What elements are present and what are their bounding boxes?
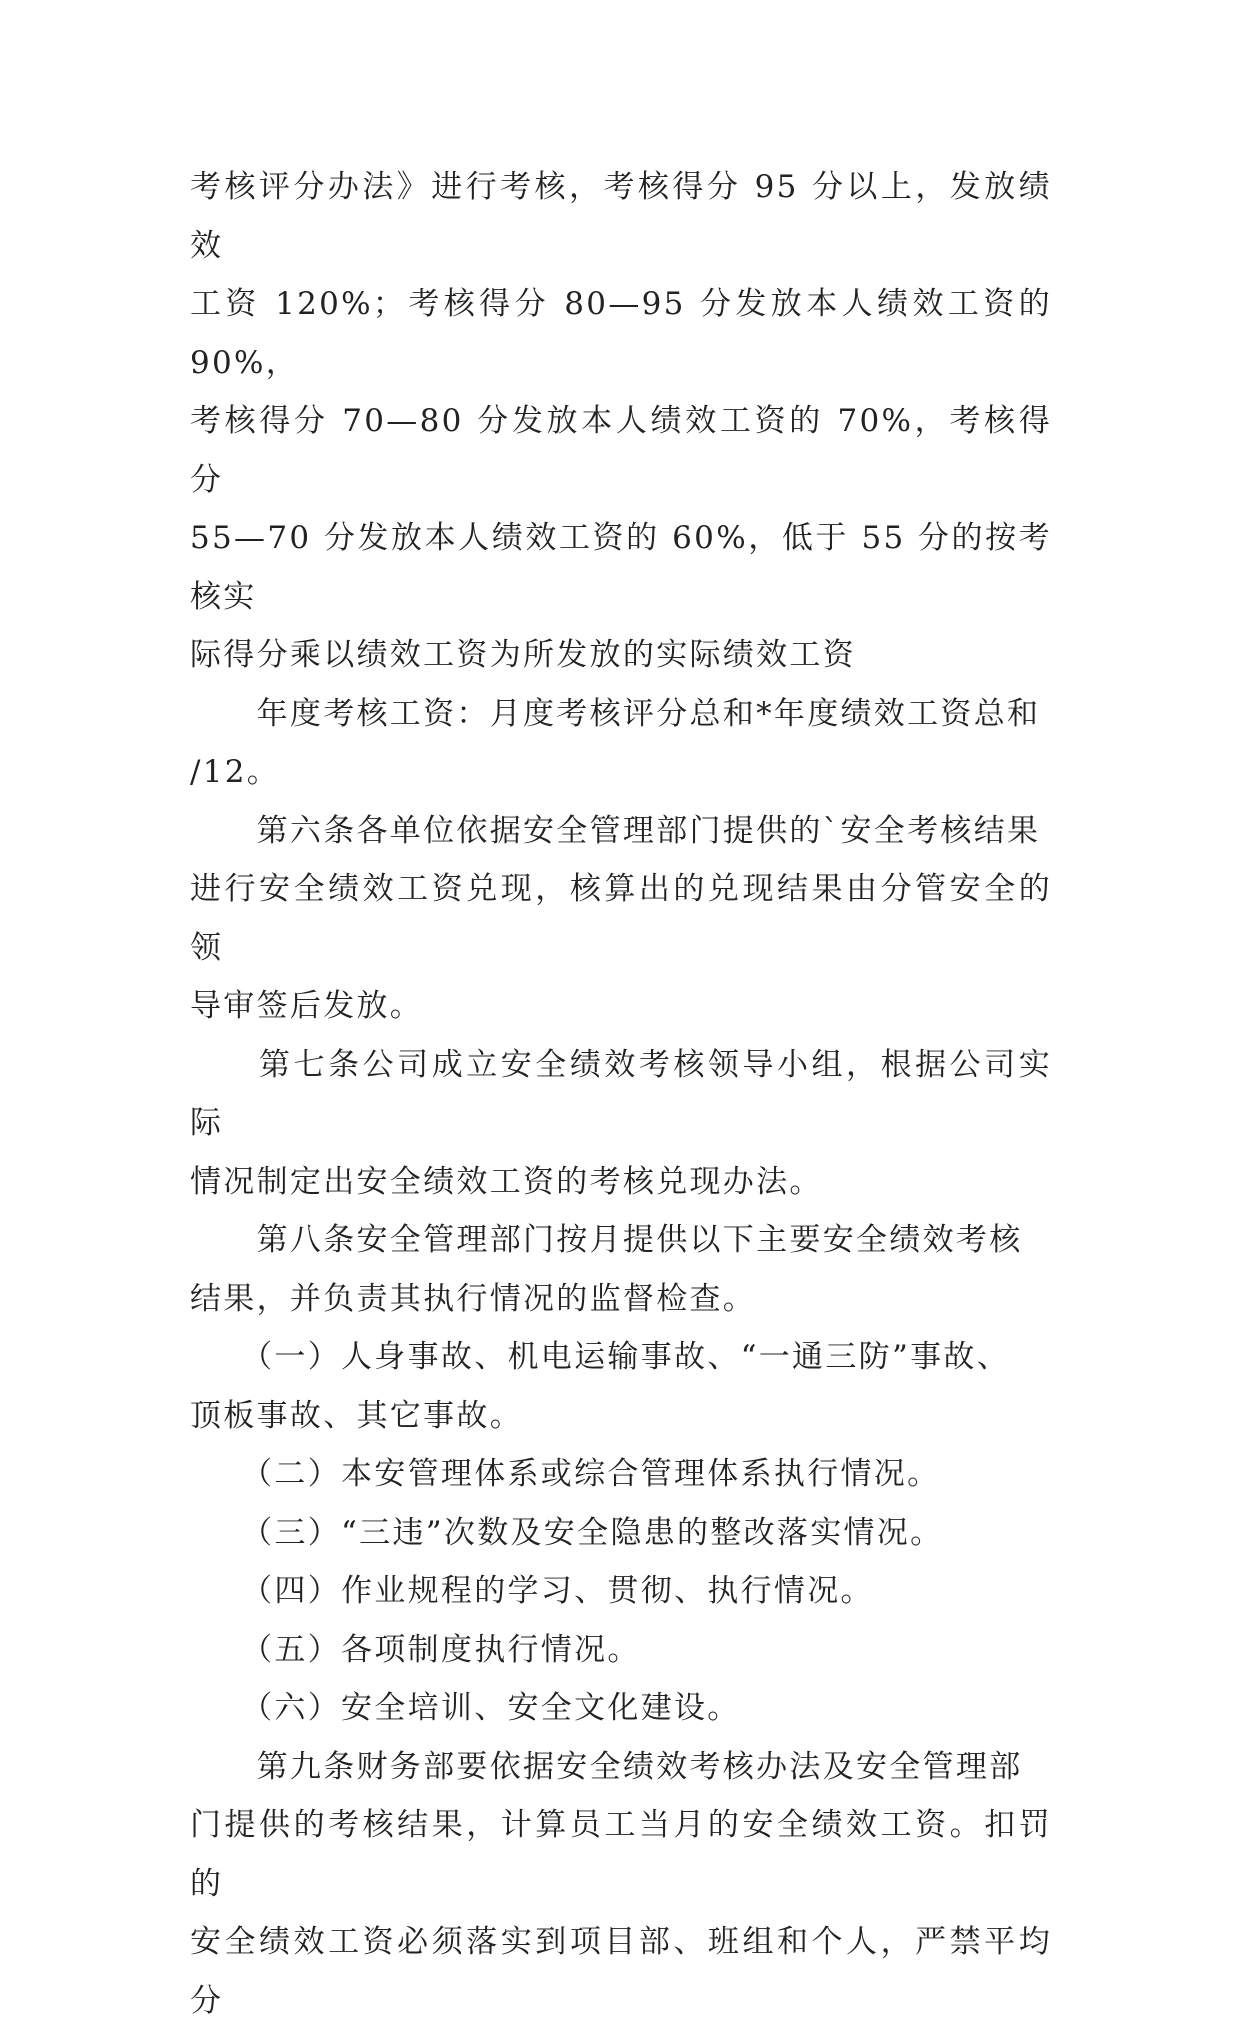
text-line: 导审签后发放。 <box>190 988 424 1024</box>
text-line: 情况制定出安全绩效工资的考核兑现办法。 <box>190 1163 823 1200</box>
text-line: /12。 <box>190 754 281 790</box>
text-line: 考核得分 70—80 分发放本人绩效工资的 70%，考核得分 <box>190 403 1052 498</box>
text-line: 门提供的考核结果，计算员工当月的安全绩效工资。扣罚的 <box>190 1807 1052 1902</box>
text-line: 顶板事故、其它事故。 <box>190 1397 523 1434</box>
text-line: （五）各项制度执行情况。 <box>190 1631 641 1668</box>
text-line: 安全绩效工资必须落实到项目部、班组和个人，严禁平均分 <box>190 1924 1052 2019</box>
text-line: （二）本安管理体系或综合管理体系执行情况。 <box>190 1456 941 1492</box>
text-line: 进行安全绩效工资兑现，核算出的兑现结果由分管安全的领 <box>190 871 1052 966</box>
text-line: 第九条财务部要依据安全绩效考核办法及安全管理部 <box>190 1748 1023 1785</box>
text-line: （六）安全培训、安全文化建设。 <box>190 1690 741 1726</box>
text-line: 第六条各单位依据安全管理部门提供的`安全考核结果 <box>190 812 1041 849</box>
text-line: 第七条公司成立安全绩效考核领导小组，根据公司实际 <box>190 1046 1052 1141</box>
text-line: （三）“三违”次数及安全隐患的整改落实情况。 <box>190 1514 944 1551</box>
document-body <box>190 158 1052 2030</box>
text-line: 55—70 分发放本人绩效工资的 60%，低于 55 分的按考核实 <box>190 520 1052 615</box>
text-line: 际得分乘以绩效工资为所发放的实际绩效工资 <box>190 637 856 673</box>
text-line: 年度考核工资：月度考核评分总和*年度绩效工资总和 <box>190 695 1041 732</box>
text-line: 结果，并负责其执行情况的监督检查。 <box>190 1280 757 1317</box>
text-line: 考核评分办法》进行考核，考核得分 95 分以上，发放绩效 <box>190 169 1052 264</box>
text-line: （一）人身事故、机电运输事故、“一通三防”事故、 <box>190 1339 1010 1375</box>
text-line: 第八条安全管理部门按月提供以下主要安全绩效考核 <box>190 1222 1023 1258</box>
text-line: 工资 120%；考核得分 80—95 分发放本人绩效工资的 90%， <box>190 286 1052 381</box>
text-line: （四）作业规程的学习、贯彻、执行情况。 <box>190 1573 874 1609</box>
